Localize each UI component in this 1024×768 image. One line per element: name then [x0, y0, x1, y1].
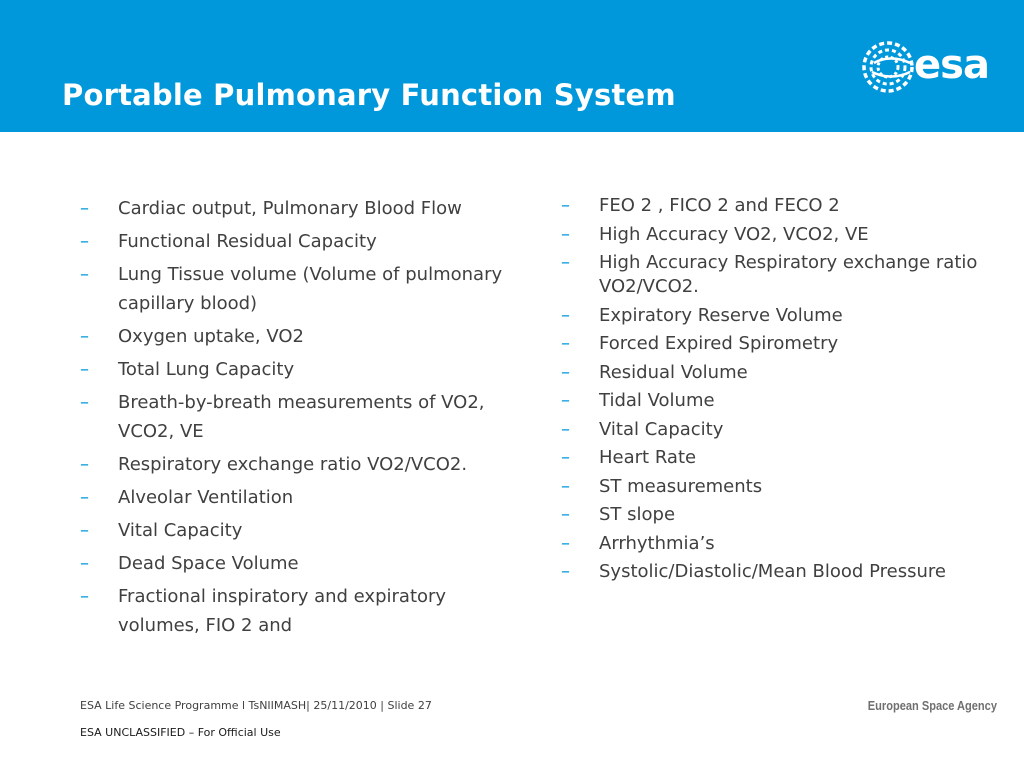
list-item — [80, 260, 510, 318]
list-item-text: Lung Tissue volume (Volume of pulmonary capillary blood) — [118, 264, 503, 314]
title-banner — [0, 0, 1024, 132]
list-item-text: Expiratory Reserve Volume — [599, 304, 843, 326]
list-item — [80, 355, 510, 384]
list-item — [80, 322, 510, 351]
bullet-dash: – — [80, 326, 89, 347]
list-item — [561, 251, 981, 299]
bullet-dash: – — [561, 361, 570, 383]
bullet-dash: – — [561, 195, 570, 216]
bullet-dash: – — [80, 392, 89, 413]
esa-logo — [862, 40, 1002, 96]
list-item — [561, 475, 981, 499]
bullet-dash: – — [80, 553, 89, 574]
list-item — [80, 194, 510, 223]
bullet-dash: – — [561, 252, 570, 273]
list-item — [80, 483, 510, 512]
bullet-dash: – — [80, 586, 89, 607]
list-item-text: Vital Capacity — [118, 520, 243, 541]
list-item — [80, 450, 510, 479]
list-item-text: Cardiac output, Pulmonary Blood Flow — [118, 198, 462, 219]
list-item — [561, 532, 981, 556]
list-item — [561, 332, 981, 356]
list-item-text: ST measurements — [599, 475, 763, 497]
list-item-text: Heart Rate — [599, 447, 697, 468]
list-item-text: Alveolar Ventilation — [118, 487, 294, 508]
list-item-text: Breath-by-breath measurements of VO2, VCO2, VE — [118, 392, 485, 442]
list-item — [561, 560, 981, 584]
bullet-dash: – — [561, 223, 570, 245]
list-item — [80, 582, 510, 640]
list-item — [561, 389, 981, 413]
list-item-text: Total Lung Capacity — [118, 359, 295, 380]
list-item — [561, 361, 981, 385]
bullet-dash: – — [80, 454, 89, 475]
bullet-dash: – — [561, 304, 570, 326]
list-item-text: Residual Volume — [599, 361, 748, 383]
footer-agency-name: European Space Agency — [867, 698, 997, 713]
bullet-dash: – — [561, 333, 570, 354]
bullet-dash: – — [561, 418, 570, 440]
list-item — [80, 549, 510, 578]
list-item — [80, 227, 510, 256]
left-bullet-list — [80, 194, 510, 644]
list-item-text: Systolic/Diastolic/Mean Blood Pressure — [599, 561, 946, 582]
list-item-text: Dead Space Volume — [118, 553, 299, 574]
list-item-text: FEO 2 , FICO 2 and FECO 2 — [599, 195, 840, 216]
bullet-dash: – — [80, 487, 89, 508]
list-item — [561, 418, 981, 442]
list-item-text: High Accuracy Respiratory exchange ratio VO2/VCO2. — [599, 252, 978, 297]
bullet-dash: – — [561, 447, 570, 468]
bullet-dash: – — [561, 532, 570, 554]
bullet-dash: – — [561, 475, 570, 497]
bullet-dash: – — [80, 520, 89, 541]
footer-classification: ESA UNCLASSIFIED – For Official Use — [80, 726, 281, 739]
slide-title: Portable Pulmonary Function System — [62, 78, 676, 112]
esa-logo-text: esa — [914, 42, 989, 88]
bullet-dash: – — [561, 390, 570, 411]
list-item-text: High Accuracy VO2, VCO2, VE — [599, 223, 869, 245]
bullet-dash: – — [80, 231, 89, 252]
bullet-dash: – — [561, 561, 570, 582]
list-item — [561, 446, 981, 470]
bullet-dash: – — [80, 198, 89, 219]
list-item-text: ST slope — [599, 504, 676, 525]
bullet-dash: – — [561, 504, 570, 525]
list-item-text: Forced Expired Spirometry — [599, 333, 839, 354]
list-item-text: Respiratory exchange ratio VO2/VCO2. — [118, 454, 468, 475]
bullet-dash: – — [80, 264, 89, 285]
list-item — [80, 388, 510, 446]
footer-info: ESA Life Science Programme l TsNIIMASH| 25/11/2010 | Slide 27 — [80, 699, 432, 712]
list-item-text: Arrhythmia’s — [599, 532, 715, 554]
list-item-text: Oxygen uptake, VO2 — [118, 326, 304, 347]
list-item-text: Tidal Volume — [599, 390, 715, 411]
list-item — [561, 304, 981, 328]
list-item — [561, 503, 981, 527]
list-item — [561, 223, 981, 247]
bullet-dash: – — [80, 359, 89, 380]
list-item — [80, 516, 510, 545]
list-item-text: Functional Residual Capacity — [118, 231, 377, 252]
list-item — [561, 194, 981, 218]
list-item-text: Vital Capacity — [599, 418, 724, 440]
right-bullet-list — [561, 194, 981, 589]
list-item-text: Fractional inspiratory and expiratory volumes, FIO 2 and — [118, 586, 447, 636]
esa-globe-icon — [862, 40, 916, 94]
